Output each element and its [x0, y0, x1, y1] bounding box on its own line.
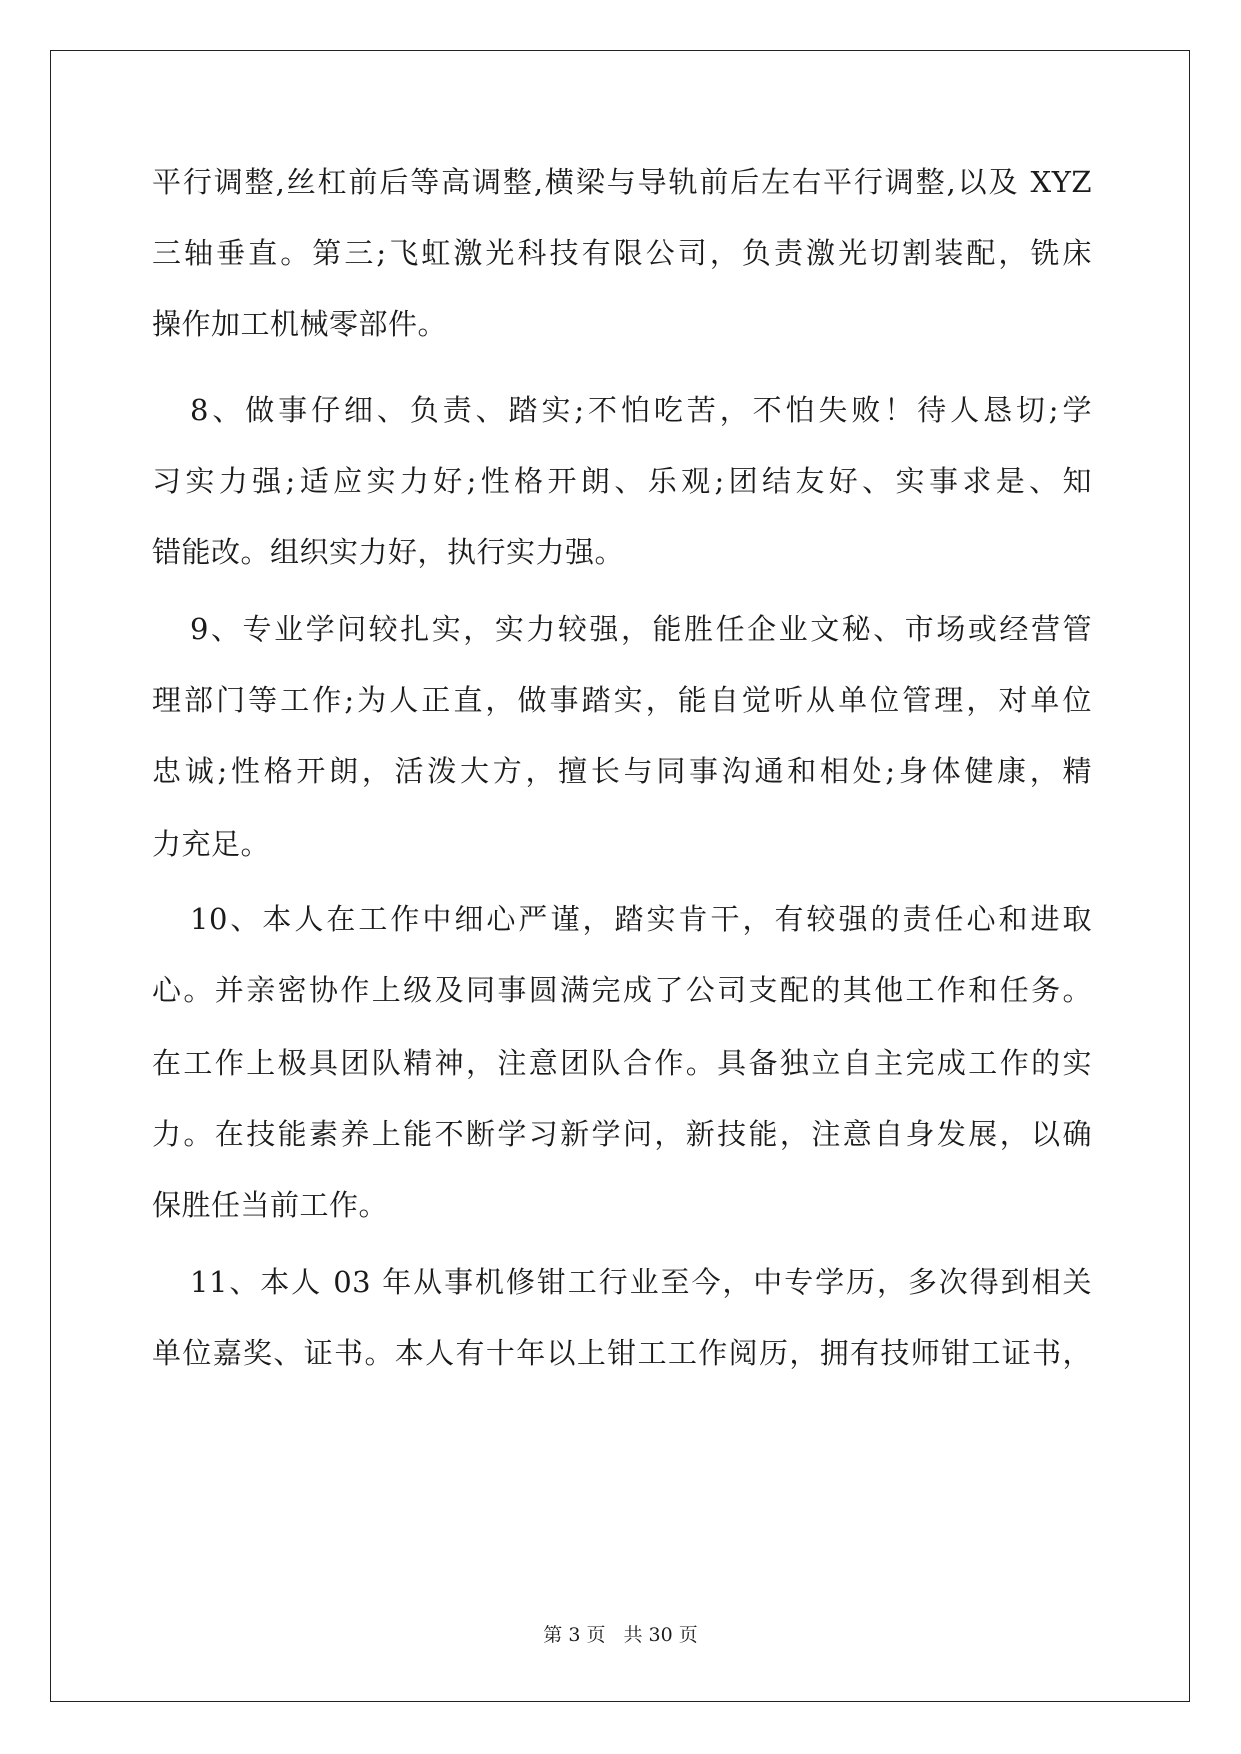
text-line: 力。在技能素养上能不断学习新学问，新技能，注意自身发展，以确: [152, 1117, 1092, 1151]
text-line: 11、本人 03 年从事机修钳工行业至今，中专学历，多次得到相关: [190, 1265, 1092, 1299]
page-border: [50, 50, 1190, 1702]
text-line: 忠诚;性格开朗，活泼大方，擅长与同事沟通和相处;身体健康，精: [152, 754, 1092, 788]
text-line: 力充足。: [152, 827, 271, 861]
text-line: 10、本人在工作中细心严谨，踏实肯干，有较强的责任心和进取: [190, 902, 1092, 936]
text-line: 错能改。组织实力好，执行实力强。: [152, 535, 625, 569]
text-line: 平行调整,丝杠前后等高调整,横梁与导轨前后左右平行调整,以及 XYZ: [152, 165, 1092, 199]
text-line: 理部门等工作;为人正直，做事踏实，能自觉听从单位管理，对单位: [152, 683, 1092, 717]
page-footer: [0, 1620, 1241, 1647]
page-number: 第 3 页: [543, 1624, 606, 1646]
text-line: 在工作上极具团队精神，注意团队合作。具备独立自主完成工作的实: [152, 1046, 1092, 1080]
text-line: 8、做事仔细、负责、踏实;不怕吃苦，不怕失败！待人恳切;学: [190, 393, 1092, 427]
page-total: 共 30 页: [623, 1624, 698, 1646]
text-line: 9、专业学问较扎实，实力较强，能胜任企业文秘、市场或经营管: [190, 612, 1092, 646]
text-line: 单位嘉奖、证书。本人有十年以上钳工工作阅历，拥有技师钳工证书，: [152, 1336, 1092, 1370]
text-line: 保胜任当前工作。: [152, 1188, 389, 1222]
text-line: 习实力强;适应实力好;性格开朗、乐观;团结友好、实事求是、知: [152, 464, 1092, 498]
text-line: 心。并亲密协作上级及同事圆满完成了公司支配的其他工作和任务。: [152, 973, 1092, 1007]
text-line: 操作加工机械零部件。: [152, 307, 448, 341]
text-line: 三轴垂直。第三;飞虹激光科技有限公司，负责激光切割装配，铣床: [152, 236, 1092, 270]
